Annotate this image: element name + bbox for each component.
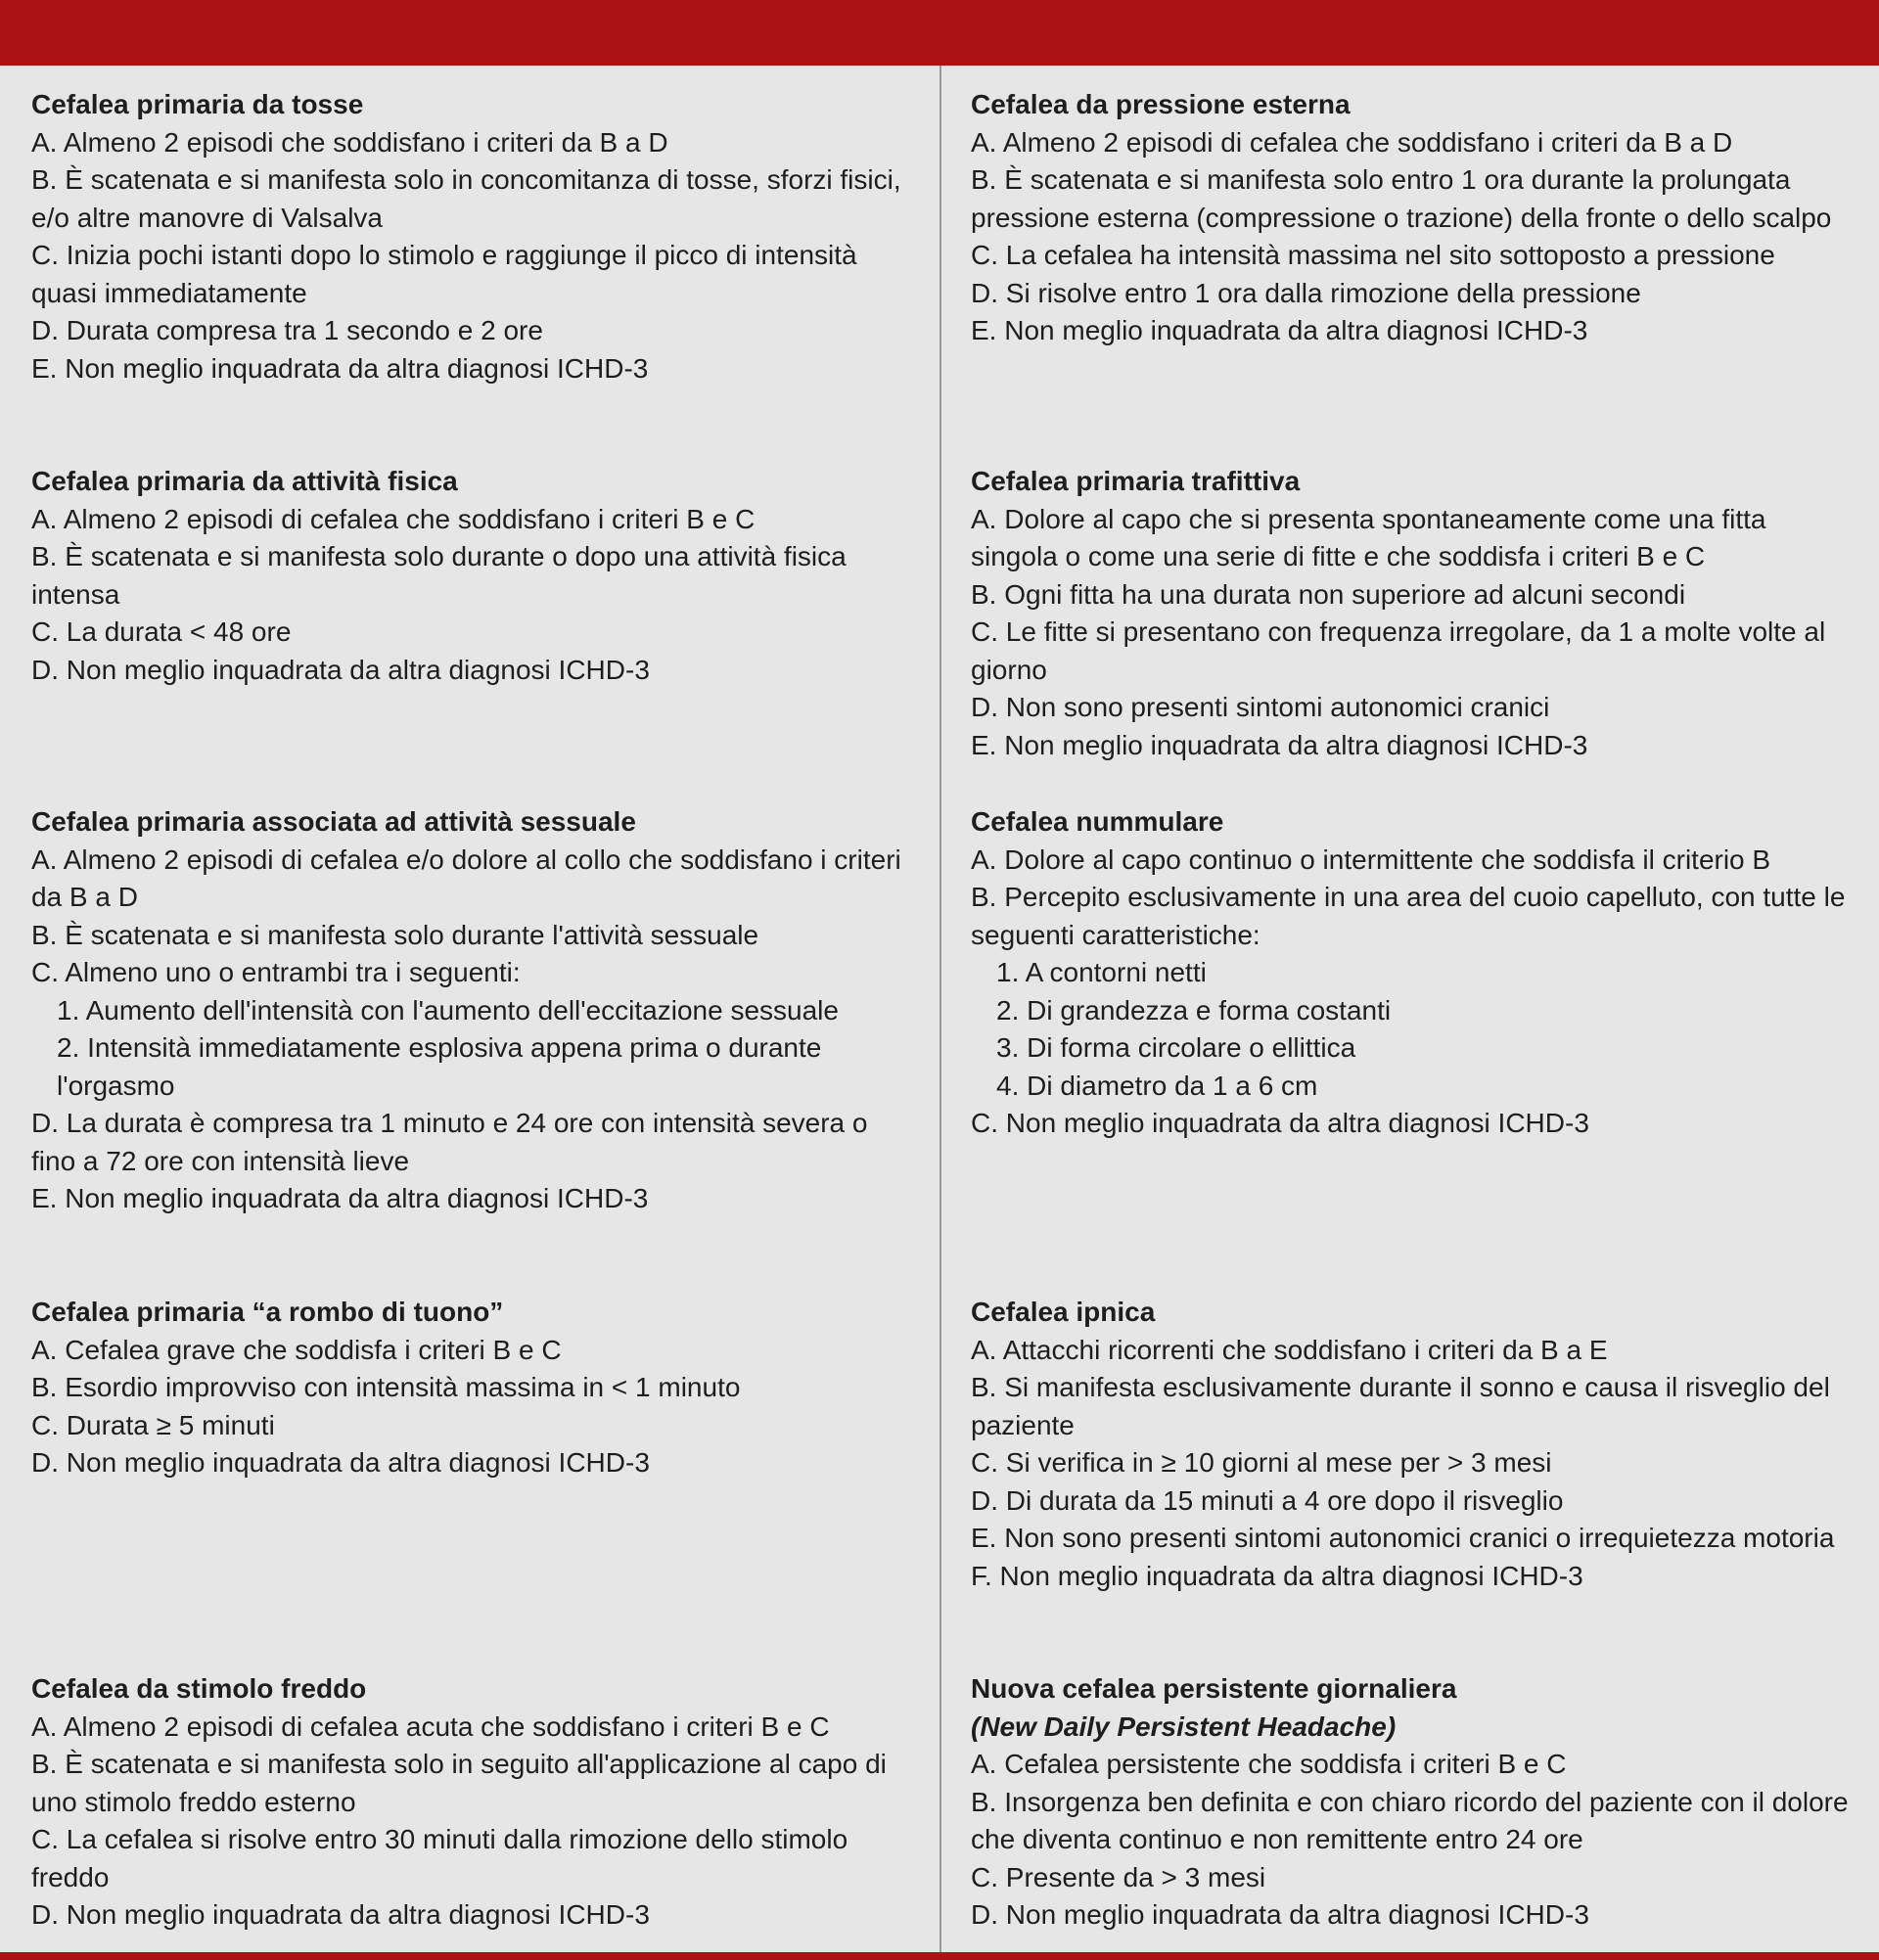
criterion: C. Durata ≥ 5 minuti	[31, 1409, 275, 1440]
section-nummular-headache	[971, 803, 1852, 1143]
section-external-pressure-headache	[971, 86, 1852, 350]
criterion: C. Le fitte si presentano con frequenza irregolare, da 1 a molte volte al giorno	[971, 616, 1826, 685]
criterion: D. Non meglio inquadrata da altra diagnosi ICHD-3	[971, 1899, 1589, 1930]
criterion: B. È scatenata e si manifesta solo in seguito all'applicazione al capo di uno stimolo freddo esterno	[31, 1749, 887, 1817]
sub-criterion: 4. Di diametro da 1 a 6 cm	[996, 1070, 1318, 1101]
section-title: Cefalea da stimolo freddo	[31, 1673, 367, 1704]
criterion: D. Durata compresa tra 1 secondo e 2 ore	[31, 315, 543, 345]
criterion: A. Almeno 2 episodi di cefalea che soddisfano i criteri B e C	[31, 503, 756, 534]
section-cough-headache	[31, 86, 912, 387]
criterion: D. Non sono presenti sintomi autonomici cranici	[971, 692, 1550, 722]
column-divider	[940, 66, 941, 1952]
sub-criterion: 2. Di grandezza e forma costanti	[996, 994, 1392, 1026]
section-title: Cefalea da pressione esterna	[971, 89, 1351, 119]
criterion: E. Non meglio inquadrata da altra diagnosi ICHD-3	[31, 352, 649, 384]
criterion: D. Di durata da 15 minuti a 4 ore dopo il risveglio	[971, 1484, 1564, 1516]
criterion: C. Si verifica in ≥ 10 giorni al mese per > 3 mesi	[971, 1447, 1552, 1478]
section-title: Cefalea primaria trafittiva	[971, 466, 1301, 496]
criterion: C. La cefalea si risolve entro 30 minuti dalla rimozione dello stimolo freddo	[31, 1824, 848, 1892]
criterion: A. Dolore al capo che si presenta spontaneamente come una fitta singola o come una serie di fitte e che soddisfa i criteri B e C	[971, 503, 1766, 571]
criterion: A. Almeno 2 episodi che soddisfano i criteri da B a D	[31, 126, 668, 158]
criterion: B. È scatenata e si manifesta solo durante l'attività sessuale	[31, 919, 759, 950]
criterion: B. Si manifesta esclusivamente durante il sonno e causa il risveglio del paziente	[971, 1372, 1830, 1440]
section-title: Cefalea primaria “a rombo di tuono”	[31, 1297, 504, 1327]
criterion: A. Cefalea grave che soddisfa i criteri B e C	[31, 1334, 562, 1365]
criterion: A. Almeno 2 episodi di cefalea che soddisfano i criteri da B a D	[971, 126, 1733, 158]
criterion: A. Cefalea persistente che soddisfa i criteri B e C	[971, 1749, 1567, 1779]
section-title: Cefalea nummulare	[971, 806, 1224, 837]
sub-criterion: 2. Intensità immediatamente esplosiva appena prima o durante l'orgasmo	[57, 1032, 822, 1101]
criterion: A. Almeno 2 episodi di cefalea e/o dolore al collo che soddisfano i criteri da B a D	[31, 843, 901, 912]
criterion: D. Si risolve entro 1 ora dalla rimozione della pressione	[971, 277, 1641, 308]
criterion: B. È scatenata e si manifesta solo durante o dopo una attività fisica intensa	[31, 541, 847, 610]
criterion: C. Presente da > 3 mesi	[971, 1861, 1266, 1892]
section-exercise-headache	[31, 463, 912, 689]
criterion: E. Non sono presenti sintomi autonomici cranici o irrequietezza motoria	[971, 1523, 1835, 1553]
sub-criterion: 1. Aumento dell'intensità con l'aumento dell'eccitazione sessuale	[57, 994, 839, 1026]
section-subtitle: (New Daily Persistent Headache)	[971, 1710, 1397, 1742]
section-title: Nuova cefalea persistente giornaliera	[971, 1673, 1457, 1704]
footer-bar	[0, 1952, 1879, 1960]
criterion: C. Almeno uno o entrambi tra i seguenti:	[31, 957, 521, 987]
criterion: A. Almeno 2 episodi di cefalea acuta che soddisfano i criteri B e C	[31, 1710, 830, 1742]
criterion: B. Percepito esclusivamente in una area del cuoio capelluto, con tutte le seguenti caratteristiche:	[971, 882, 1846, 950]
criterion: B. Ogni fitta ha una durata non superiore ad alcuni secondi	[971, 578, 1686, 610]
section-title: Cefalea ipnica	[971, 1297, 1156, 1327]
section-title: Cefalea primaria da attività fisica	[31, 466, 458, 496]
criterion: B. Insorgenza ben definita e con chiaro ricordo del paziente con il dolore che diventa continuo e non remittente entro 24 ore	[971, 1786, 1849, 1854]
section-hypnic-headache	[971, 1294, 1852, 1595]
criterion: C. La cefalea ha intensità massima nel sito sottoposto a pressione	[971, 240, 1775, 270]
criterion: D. Non meglio inquadrata da altra diagnosi ICHD-3	[31, 1447, 650, 1478]
section-ndph	[971, 1670, 1852, 1935]
section-thunderclap-headache	[31, 1294, 912, 1482]
criterion: A. Dolore al capo continuo o intermittente che soddisfa il criterio B	[971, 843, 1771, 875]
criterion: E. Non meglio inquadrata da altra diagnosi ICHD-3	[971, 729, 1588, 760]
sub-criterion: 1. A contorni netti	[996, 957, 1207, 987]
criterion: B. È scatenata e si manifesta solo in concomitanza di tosse, sforzi fisici, e/o altre manovre di Valsalva	[31, 164, 901, 233]
criterion: B. Esordio improvviso con intensità massima in < 1 minuto	[31, 1372, 741, 1402]
section-title: Cefalea primaria da tosse	[31, 89, 364, 119]
criterion: C. Non meglio inquadrata da altra diagnosi ICHD-3	[971, 1108, 1589, 1138]
section-stabbing-headache	[971, 463, 1852, 764]
criterion: E. Non meglio inquadrata da altra diagnosi ICHD-3	[971, 315, 1588, 345]
criterion: D. La durata è compresa tra 1 minuto e 24 ore con intensità severa o fino a 72 ore con intensità lieve	[31, 1108, 868, 1176]
sub-criterion: 3. Di forma circolare o ellittica	[996, 1032, 1356, 1063]
criterion: B. È scatenata e si manifesta solo entro 1 ora durante la prolungata pressione esterna (compressione o trazione) della fronte o dello scalpo	[971, 164, 1832, 233]
criterion: A. Attacchi ricorrenti che soddisfano i criteri da B a E	[971, 1334, 1608, 1365]
criterion: C. La durata < 48 ore	[31, 616, 292, 647]
criterion: C. Inizia pochi istanti dopo lo stimolo e raggiunge il picco di intensità quasi immediatamente	[31, 240, 857, 308]
section-sexual-activity-headache	[31, 803, 912, 1218]
section-title: Cefalea primaria associata ad attività sessuale	[31, 806, 636, 837]
header-bar	[0, 0, 1879, 66]
criterion: F. Non meglio inquadrata da altra diagnosi ICHD-3	[971, 1560, 1583, 1591]
criterion: D. Non meglio inquadrata da altra diagnosi ICHD-3	[31, 654, 650, 685]
section-cold-stimulus-headache	[31, 1670, 912, 1935]
criterion: E. Non meglio inquadrata da altra diagnosi ICHD-3	[31, 1183, 649, 1213]
criterion: D. Non meglio inquadrata da altra diagnosi ICHD-3	[31, 1899, 650, 1930]
